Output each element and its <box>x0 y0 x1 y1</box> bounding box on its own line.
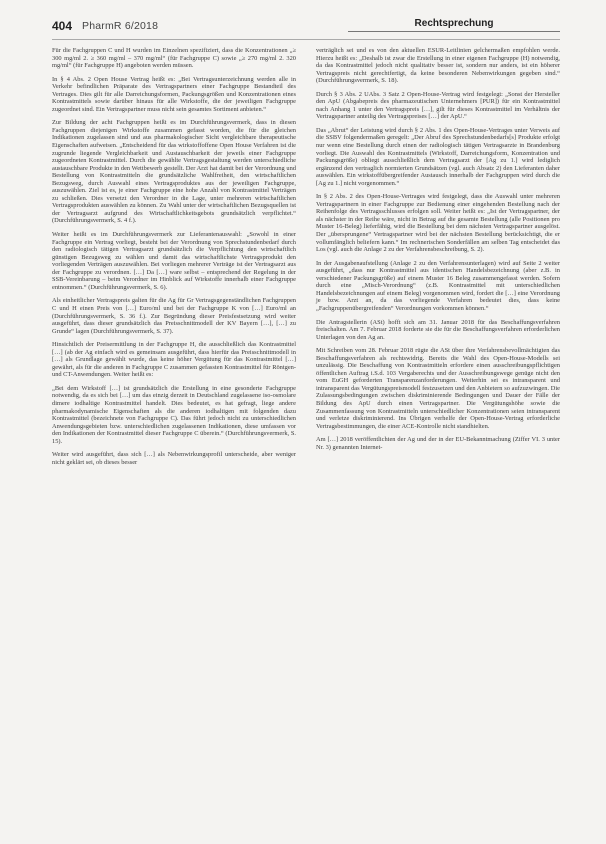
paragraph: Die Antragstellerin (ASt) hofft sich am 31. Januar 2018 für das Beschaffungsverfahren freischalten. Am 7. Februar 2018 forderte sie die für die Beschaffungsverfahren erforderlichen Unterlagen von den Ag an. <box>316 318 560 341</box>
paragraph: Am […] 2018 veröffentlichten der Ag und der in der EU-Bekanntmachung (Ziffer VI. 3 unter Nr. 3) genannten Internet- <box>316 436 560 451</box>
paragraph: Mit Schreiben vom 28. Februar 2018 rügte die ASt über ihre Verfahrensbevollmächtigten das Beschaffungsverfahren als rechtswidrig. Bereits die Wahl des Open-House-Modells sei unzulässig. Die Beschaffung von Kontrastmitteln erfordere einen ausschreibungspflichtigen öffentlichen Auftrag i.S.d. 103 Vergaberechts und der Ausschreibungswege genüge nicht den vom EuGH geforderten Transparenzanforderungen. Weiterhin sei es intransparent und intransparent das Vergütungspreismodell festzusetzen und den Anbietern so aufzuzwingen. Die Zulassungsbedingungen zwischen diskriminierende Bedingungen und Dauer der Fälle der Bildung des ApU durch einen Vertragspartner. Die Vergütungshöhe sowie die Zusammenfassung von Kontrastmitteln unterschiedlicher Konzentrationen seien intransparent und verletze diskriminierend. Ins Übrigen verhelfe der Open-House-Vertrag erforderliche Vertragsbestimmungen, die einer ACE-Kontrolle nicht standhielten. <box>316 347 560 430</box>
journal-issue: PharmR 6/2018 <box>82 20 159 32</box>
page-header <box>52 18 560 38</box>
paragraph: Das „Abrut“ der Leistung wird durch § 2 Abs. 1 des Open-House-Vertrages unter Verweis auf die SSBV folgendermaßen geregelt: „Der Abruf des Sprechstundenbedarfs[s] Produkte erfolgt nur wenn eine Bestellung durch einen der radiologisch tätigen Vertragsarzte in Brandenburg vorliegt. Die Auswahl des Kontrastmittels (Wirkstoff, Darreichungsform, Konzentration und Packungsgröße) obliegt ausschließlich dem Vertragsarzt der [Ag zu 1.] wird lediglich ergänzend den vertraglich normierten Grundsätzen (vgl. auch Absatz 2) den Lieferanten daher auswählen. Ein wirkstoffübergreifender Austausch innerhalb der Fachgruppen wird durch die [Ag zu 1.] nicht vorgenommen.“ <box>316 126 560 187</box>
paragraph: In § 4 Abs. 2 Open House Vertrag heißt es: „Bei Vertragsunterzeichnung werden alle in Verkehr befindlichen Präparate des Vertragspartners einer Fachgruppe Bestandteil des Vertrages. Dies gilt für alle Darreichungsformen, Packungsgrößen und Konzentrationen eines Kontrastmittels sowie darüber hinaus für alle Wirkstoffe, die der jeweiligen Fachgruppe zugeordnet sind. Ein Vertragspartner muss nicht sein gesamtes Sortiment anbieten.“ <box>52 75 296 113</box>
paragraph: Als einheitlicher Vertragspreis galten für die Ag für Gr Vertragsgegenständlichen Fachgruppen C und H einen Preis von […] Euro/ml und bei der Fachgruppe K von […] Euro/ml an (Durchführungsvermerk, S. 36 f.). Zur Begründung dieser Preisfestsetzung wird weiter ausgeführt, dass dieser grundsätzlich das Preisschnittmodell der KV Bayern […], […] zu Grunde“ lagen (Durchführungsvermerk, S. 37). <box>52 297 296 335</box>
right-column <box>316 47 560 457</box>
page-number: 404 <box>52 19 73 33</box>
left-column <box>52 47 296 472</box>
paragraph: Zur Bildung der acht Fachgruppen heißt es im Durchführungsvermerk, dass in diesen Fachgruppen diejenigen Wirkstoffe zusammen gefasst worden, die für die gleichen Indikationen zugelassen sind und aus pharmakologischer Sicht vergleichbare therapeutische Eigenschaften aufweisen. „Entscheidend für das wirkstoffoffene Open House Verfahren ist die zugrunde liegende Vergleichbarkeit und Austauschbarkeit der jeweils einer Fachgruppe zugeordneten Kontrastmittel. Durch die gewählte Vertragsgestaltung werden unterschiedliche austauschbare Produkte in den Wettbewerb gestellt. Der Arzt hat damit bei der Verordnung und Bestellung von Kontrastmitteln die grundsätzliche Wahlfreiheit, den wirtschaftlichen Bezugsweg, durch Auswahl eines Vertragsproduktes aus der jeweiligen Fachgruppe, auszuwählen. Ziel ist es, je einer Fachgruppe eine hohe Anzahl von Kontrastmittel Verträgen zu schließen. Dies versetzt den Verordner in die Lage, unter mehreren wirtschaftlichen Vertragsprodukten auswählen zu können. Zu Wahl unter der wirtschaftlichen Bezugsquellen ist der Vertragsarzt aufgrund des Wirtschaftlichkeitsgebots grundsätzlich verpflichtet.“ (Durchführungsvermerk, S. 4 f.). <box>52 119 296 225</box>
paragraph: Weiter wird ausgeführt, dass sich […] als Nebenwirkungsprofil unterscheide, aber weniger nicht geklärt sei, ob dieses besser <box>52 451 296 466</box>
paragraph: In § 2 Abs. 2 des Open-House-Vertrages wird festgelegt, dass die Auswahl unter mehreren Vertragspartnern in einer Fachgruppe zur Bedienung einer eingehenden Bestellung nach der Reihenfolge des Vertragsschlusses erfolgen soll. Weiter heißt es: „Ist der Vertragspartner, der als nächster in der Reihe wäre, nicht in Betrag auf die gesamte Bestellung (alle Positionen pro Muster 16-Beleg) lieferfähig, wird die Bestellung bei dem nächsten Vertragspartner ausgelöst. Der „übersprungene“ Vertragspartner wird bei der nächsten Bestellung berücksichtigt, die er vollumfänglich beliefern kann.“ Im rechnerischen Sonderfällen am selben Tag entscheidet das Los (vgl. auch die Anlage 2 zu der Verfahrensbeschreibung, S. 2). <box>316 193 560 254</box>
paragraph: „Bei dem Wirkstoff […] ist grundsätzlich die Erstellung in eine gesonderte Fachgruppe notwendig, da es sich bei […] um das einzig derzeit in Deutschland zugelassene iso-osmolare dimere iodhaltige Kontrastmittel handelt. Dies bedeutet, es hat gefragt, liege andere pharmakodynamische Eigenschaften als die anderen iodhaltigen mit folgenden dazu Kontrastmittel (bezeichnete von Fachgruppe C). Das führt jedoch nicht zu unterschiedlichen Anwendungsgebieten bzw. unterschiedlichen zugelassenen Indikationen, diese umfassen vor den Indikationen der Kontrastmittel dieser Fachgruppe C überein.“ (Durchführungsvermerk, S. 15). <box>52 384 296 445</box>
paragraph: verträglich sei und es von den aktuellen ESUR-Leitlinien gelchermaßen empfohlen werde. Hierzu heißt es: „Deshalb ist zwar die Erstellung in einer eigenen Fachgruppe (H) notwendig, da das Kontrastmittel jedoch nicht qualitativ besser ist, sondern nur anders, ist ein höherer Vertragspreis nicht gerechtfertigt, da keine besonderen Nebenwirkungen gegeben sind.“ (Durchführungsvermerk, S. 18). <box>316 47 560 85</box>
paragraph: Durch § 3 Abs. 2 UAbs. 3 Satz 2 Open-House-Vertrag wird festgelegt: „Sonst der Hersteller den ApU (Abgabepreis des pharmazeutischen Unternehmers [PUR]) für ein Kontrastmittel nach Anhang 1 unter den Vertragspreis […], gilt für dieses Kontrastmittel im Verhältnis der Vertragspartner anteilig des Vertragspreises […] der ApU.“ <box>316 90 560 121</box>
paragraph: Für die Fachgruppen C und H wurden im Einzelnen spezifiziert, dass die Konzentrationen „≥ 300 mg/ml 2. ≥ 360 mg/ml – 370 mg/ml“ (für Fachgruppe C) sowie „≥ 270 mg/ml 2. 320 mg/ml“ (für Fachgruppe H) angeboten werden müssen. <box>52 47 296 70</box>
paragraph: Weiter heißt es im Durchführungsvermerk zur Lieferantenauswahl: „Sowohl in einer Fachgruppe ein Vertrag vorliegt, besteht bei der Verordnung von Sprechstundenbedarf durch den radiologisch tätigen Vertragsarzt grundsätzlich die Verpflichtung den wirtschaftlich günstigen Bezugsweg zu wählen und damit das wirtschaftlichste Vertragsprodukt den vorliegenden Verträgen auszuwählen. Bei vorliegen mehrerer Verträge ist der Vertragsarzt aus der Fachgruppe zu verordnen. […] Da […] ware selbst – entsprechend der Regelung in der SSB-Vereinbarung – beim Verordner im Hinblick auf Wirkstoffe innerhalb einer Fachgruppe entnommen.“ (Durchführungsvermerk, S. 6). <box>52 231 296 291</box>
section-title: Rechtsprechung <box>348 18 560 32</box>
paragraph: Hinsichtlich der Preisermittlung in der Fachgruppe H, die ausschließlich das Kontrastmittel […] (ab der Ag einfach wird es gemeinsam ausgeführt, dass hierfür das Preisschnittmodell in […] als Grundlage gewählt wurde, das keine höher Vergütung für das Kontrastmittel […] gewährt, als für die anderen in Fachgruppe C zusammen gefassten Kontrastmittel für Röntgen- und CT-Anwendungen. Weiter heißt es: <box>52 341 296 379</box>
paragraph: In der Ausgabenaufstellung (Anlage 2 zu den Verfahrensunterlagen) wird auf Seite 2 weiter ausgeführt, „dass nur Kontrastmittel aus identischen Handelsbezeichnung (aber z.B. in verschiedener Packungsgröße) auf einem Muster 16 Beleg zusammengefasst werden. Sofern durch eine „Misch-Verordnung“ (z.B. Kontrastmittel mit unterschiedlichen Handelsbezeichnungen auf einem Beleg) vorgenommen wird, fordert die […] eine Verordnung je bzw. Arzt an, da das vorliegende Verfahren bedeutet dies, dass keine „Fachgruppenübergreifenden“ Verordnungen vorkommen können.“ <box>316 259 560 312</box>
header-rule <box>52 39 560 40</box>
